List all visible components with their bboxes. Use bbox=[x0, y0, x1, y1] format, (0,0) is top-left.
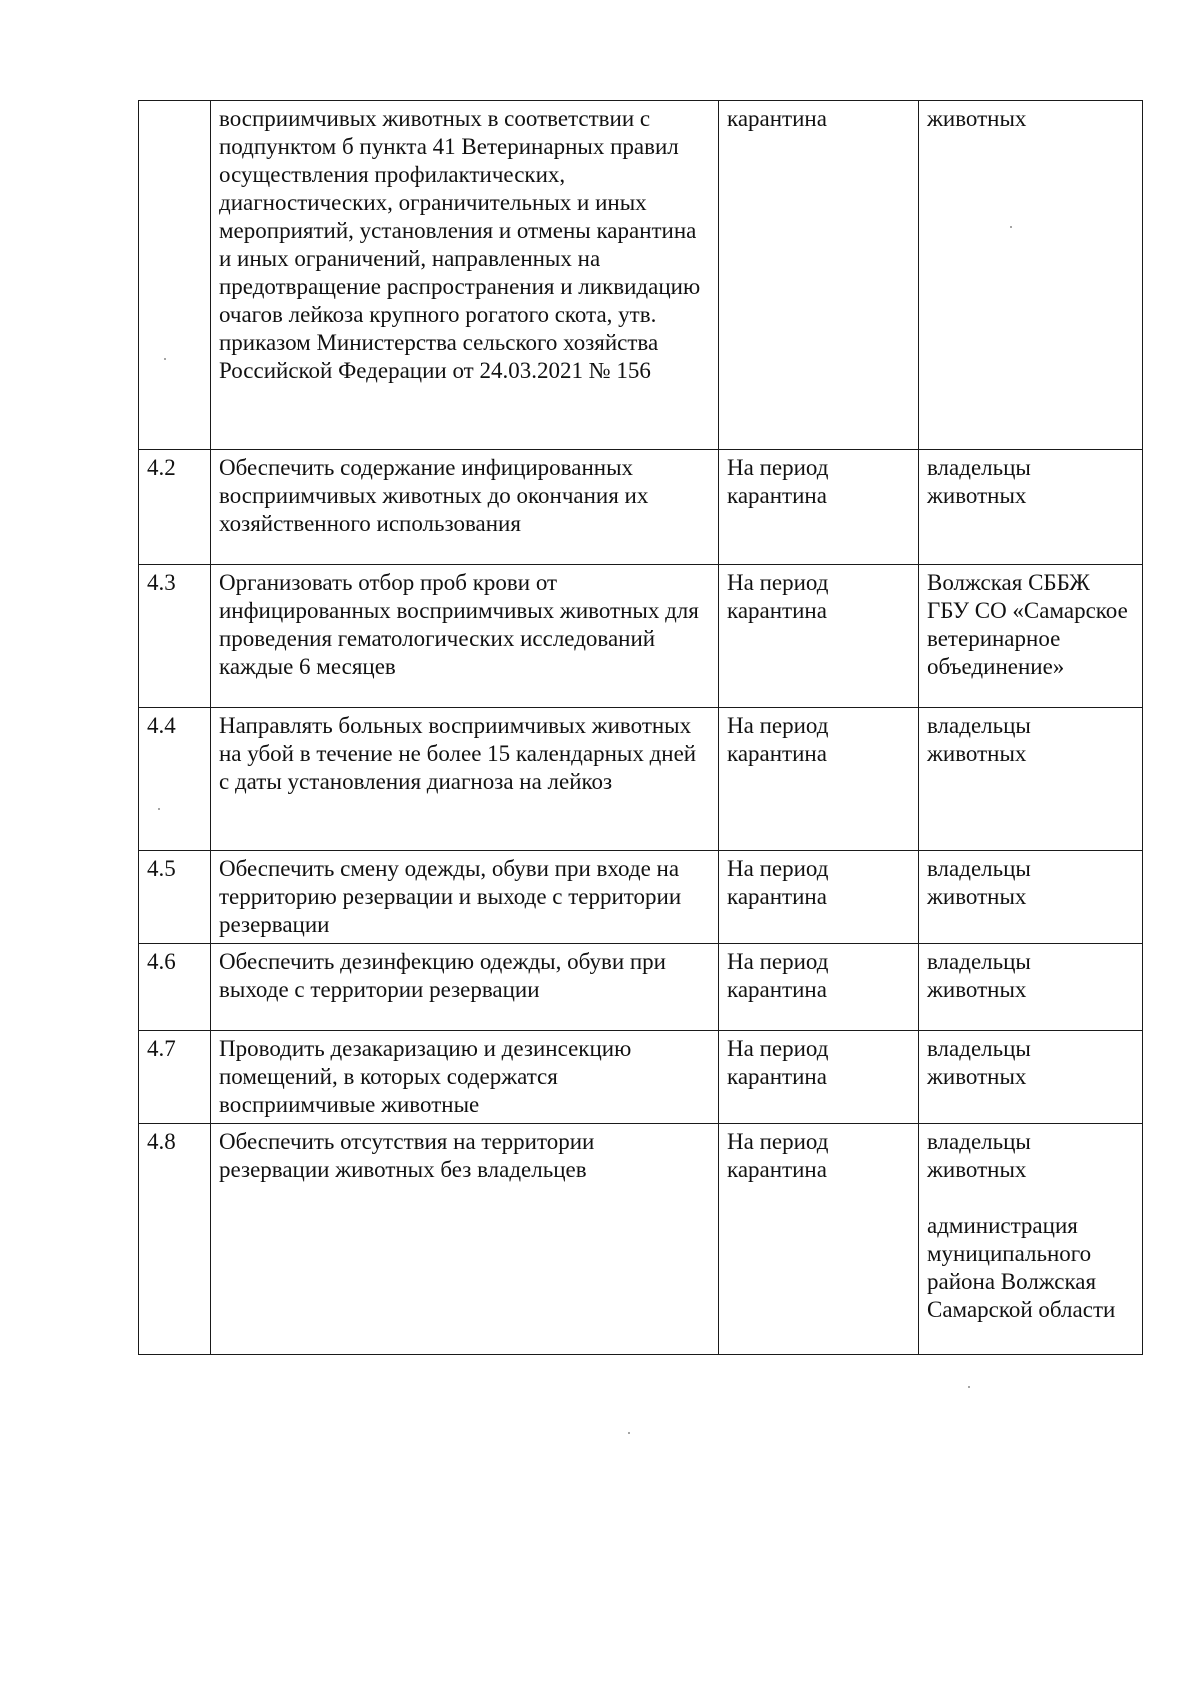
term-text: На период карантина bbox=[719, 450, 919, 565]
responsible-extra-text: администрация муниципального района Волжская Самарской области bbox=[927, 1213, 1116, 1322]
responsible-text: животных bbox=[919, 101, 1143, 450]
term-text: На период карантина bbox=[719, 565, 919, 708]
measure-text: Обеспечить отсутствия на территории резервации животных без владельцев bbox=[211, 1124, 719, 1355]
row-number: 4.2 bbox=[139, 450, 211, 565]
term-text: На период карантина bbox=[719, 944, 919, 1031]
table-row-4-8 bbox=[139, 1124, 1143, 1355]
scan-speck bbox=[158, 808, 160, 810]
table-row-continuation bbox=[139, 101, 1143, 450]
term-text: На период карантина bbox=[719, 1124, 919, 1355]
term-text: карантина bbox=[719, 101, 919, 450]
responsible-text: владельцы животных bbox=[927, 1129, 1031, 1182]
row-number: 4.7 bbox=[139, 1031, 211, 1124]
measure-text: Проводить дезакаризацию и дезинсекцию помещений, в которых содержатся восприимчивые животные bbox=[211, 1031, 719, 1124]
responsible-text: владельцы животных bbox=[919, 944, 1143, 1031]
table-row-4-6 bbox=[139, 944, 1143, 1031]
responsible-text: владельцы животных bbox=[919, 851, 1143, 944]
table-row-4-4 bbox=[139, 708, 1143, 851]
responsible-text: владельцы животных bbox=[919, 708, 1143, 851]
row-number: 4.4 bbox=[139, 708, 211, 851]
responsible-cell bbox=[919, 1124, 1143, 1355]
term-text: На период карантина bbox=[719, 708, 919, 851]
scan-speck bbox=[628, 1432, 630, 1434]
table-row-4-3 bbox=[139, 565, 1143, 708]
measure-text: Обеспечить дезинфекцию одежды, обуви при выходе с территории резервации bbox=[211, 944, 719, 1031]
row-number: 4.5 bbox=[139, 851, 211, 944]
row-number: 4.6 bbox=[139, 944, 211, 1031]
measure-text: восприимчивых животных в соответствии с подпунктом б пункта 41 Ветеринарных правил осуществления профилактических, диагностических, ограничительных и иных мероприятий, установления и отмены карантина и иных ограничений, направленных на предотвращение распространения и ликвидацию очагов лейкоза крупного рогатого скота, утв. приказом Министерства сельского хозяйства Российской Федерации от 24.03.2021 № 156 bbox=[211, 101, 719, 450]
term-text: На период карантина bbox=[719, 851, 919, 944]
responsible-text: Волжская СББЖ ГБУ СО «Самарское ветеринарное объединение» bbox=[919, 565, 1143, 708]
term-text: На период карантина bbox=[719, 1031, 919, 1124]
measures-table bbox=[138, 100, 1143, 1355]
table-row-4-7 bbox=[139, 1031, 1143, 1124]
row-number: 4.3 bbox=[139, 565, 211, 708]
measure-text: Организовать отбор проб крови от инфицированных восприимчивых животных для проведения гематологических исследований каждые 6 месяцев bbox=[211, 565, 719, 708]
measure-text: Направлять больных восприимчивых животных на убой в течение не более 15 календарных дней с даты установления диагноза на лейкоз bbox=[211, 708, 719, 851]
measure-text: Обеспечить смену одежды, обуви при входе на территорию резервации и выходе с территории резервации bbox=[211, 851, 719, 944]
responsible-text: владельцы животных bbox=[919, 1031, 1143, 1124]
scan-speck bbox=[968, 1386, 970, 1388]
row-number bbox=[139, 101, 211, 450]
responsible-text: владельцы животных bbox=[919, 450, 1143, 565]
table-row-4-2 bbox=[139, 450, 1143, 565]
table-row-4-5 bbox=[139, 851, 1143, 944]
scan-speck bbox=[164, 358, 166, 360]
scan-speck bbox=[1010, 226, 1012, 228]
row-number: 4.8 bbox=[139, 1124, 211, 1355]
measure-text: Обеспечить содержание инфицированных восприимчивых животных до окончания их хозяйственного использования bbox=[211, 450, 719, 565]
